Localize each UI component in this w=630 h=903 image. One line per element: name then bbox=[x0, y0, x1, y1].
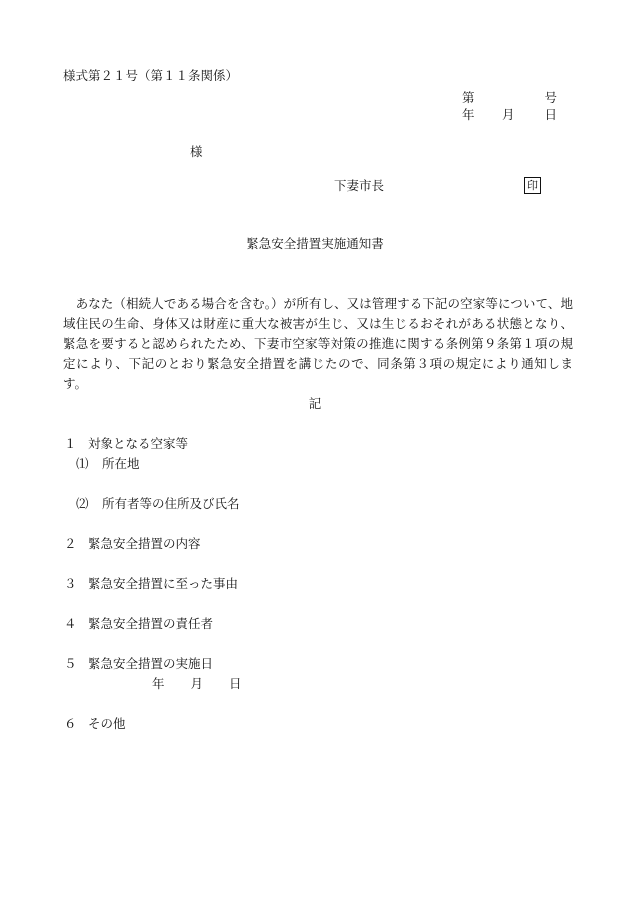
year-label: 年 bbox=[462, 107, 475, 122]
addressee-honorific: 様 bbox=[190, 144, 203, 159]
number-prefix: 第 bbox=[462, 90, 475, 105]
ki-heading: 記 bbox=[308, 396, 322, 411]
sender-mayor: 下妻市長 bbox=[334, 178, 385, 193]
month-label: 月 bbox=[190, 676, 204, 691]
year-label: 年 bbox=[152, 676, 165, 691]
day-label: 日 bbox=[544, 107, 557, 122]
list-subitem: ⑵ 所有者等の住所及び氏名 bbox=[76, 496, 240, 511]
list-item: ３ 緊急安全措置に至った事由 bbox=[64, 576, 239, 591]
list-item: ６ その他 bbox=[64, 716, 126, 731]
list-item: １ 対象となる空家等 bbox=[64, 436, 189, 451]
list-subitem: ⑴ 所在地 bbox=[76, 456, 140, 471]
number-suffix: 号 bbox=[544, 90, 557, 105]
list-item: ４ 緊急安全措置の責任者 bbox=[64, 616, 214, 631]
notice-body bbox=[63, 294, 573, 394]
month-label: 月 bbox=[502, 107, 515, 122]
notice-paragraph: あなた（相続人である場合を含む。）が所有し、又は管理する下記の空家等について、地域住民の生命、身体又は財産に重大な被害が生じ、又は生じるおそれがある状態となり、緊急を要すると認められたため、下妻市空家等対策の推進に関する条例第９条第１項の規定により、下記のとおり緊急安全措置を講じたので、同条第３項の規定により通知します。 bbox=[63, 296, 573, 391]
list-item: ５ 緊急安全措置の実施日 bbox=[64, 656, 214, 671]
list-item: ２ 緊急安全措置の内容 bbox=[64, 536, 201, 551]
form-number: 様式第２１号（第１１条関係） bbox=[63, 68, 239, 83]
document-title: 緊急安全措置実施通知書 bbox=[246, 236, 384, 251]
day-label: 日 bbox=[229, 676, 242, 691]
document-number-date bbox=[462, 90, 557, 130]
implementation-date bbox=[152, 676, 242, 692]
seal-mark: 印 bbox=[524, 177, 541, 194]
